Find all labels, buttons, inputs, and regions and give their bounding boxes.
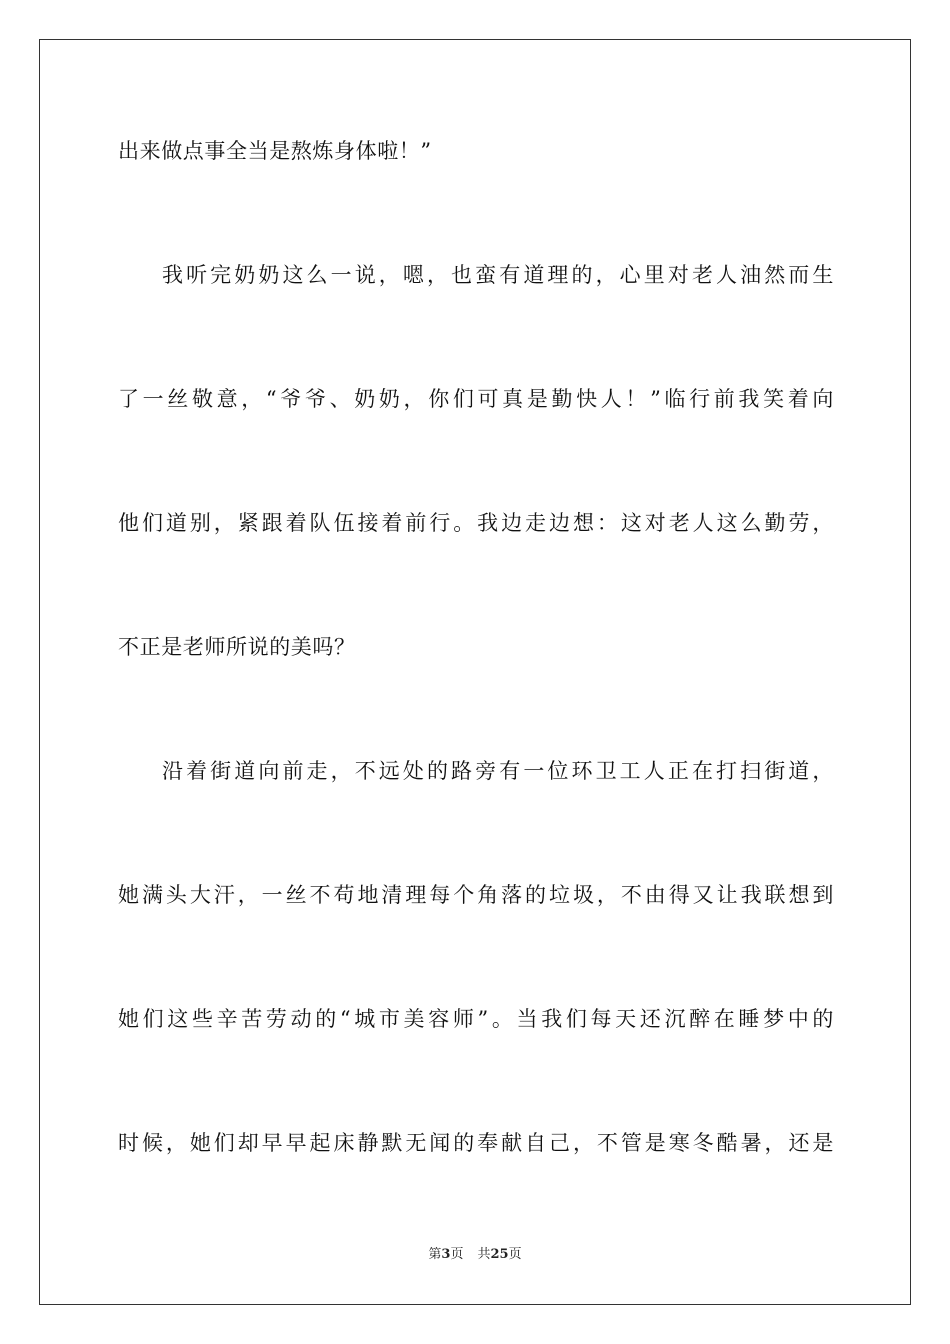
body-line-8: 她们这些辛苦劳动的“城市美容师”。当我们每天还沉醉在睡梦中的 xyxy=(118,1007,834,1031)
body-line-2: 我听完奶奶这么一说，嗯，也蛮有道理的，心里对老人油然而生 xyxy=(162,263,834,287)
footer-total-prefix: 共 xyxy=(477,1247,491,1262)
body-line-4: 他们道别，紧跟着队伍接着前行。我边走边想：这对老人这么勤劳， xyxy=(118,511,834,535)
page-border xyxy=(39,39,911,1305)
footer-total-number: 25 xyxy=(490,1247,509,1262)
footer-page-suffix: 页 xyxy=(450,1247,464,1262)
body-line-7: 她满头大汗，一丝不苟地清理每个角落的垃圾，不由得又让我联想到 xyxy=(118,883,834,907)
body-line-1: 出来做点事全当是熬炼身体啦！” xyxy=(118,139,432,163)
footer-total-suffix: 页 xyxy=(508,1247,522,1262)
page-footer xyxy=(0,1246,950,1264)
footer-page-number: 3 xyxy=(441,1247,451,1262)
body-line-3: 了一丝敬意，“爷爷、奶奶，你们可真是勤快人！”临行前我笑着向 xyxy=(118,387,834,411)
body-line-5: 不正是老师所说的美吗？ xyxy=(118,635,356,659)
body-line-9: 时候，她们却早早起床静默无闻的奉献自己，不管是寒冬酷暑，还是 xyxy=(118,1131,834,1155)
footer-page-prefix: 第 xyxy=(428,1247,442,1262)
body-line-6: 沿着街道向前走，不远处的路旁有一位环卫工人正在打扫街道， xyxy=(162,759,834,783)
